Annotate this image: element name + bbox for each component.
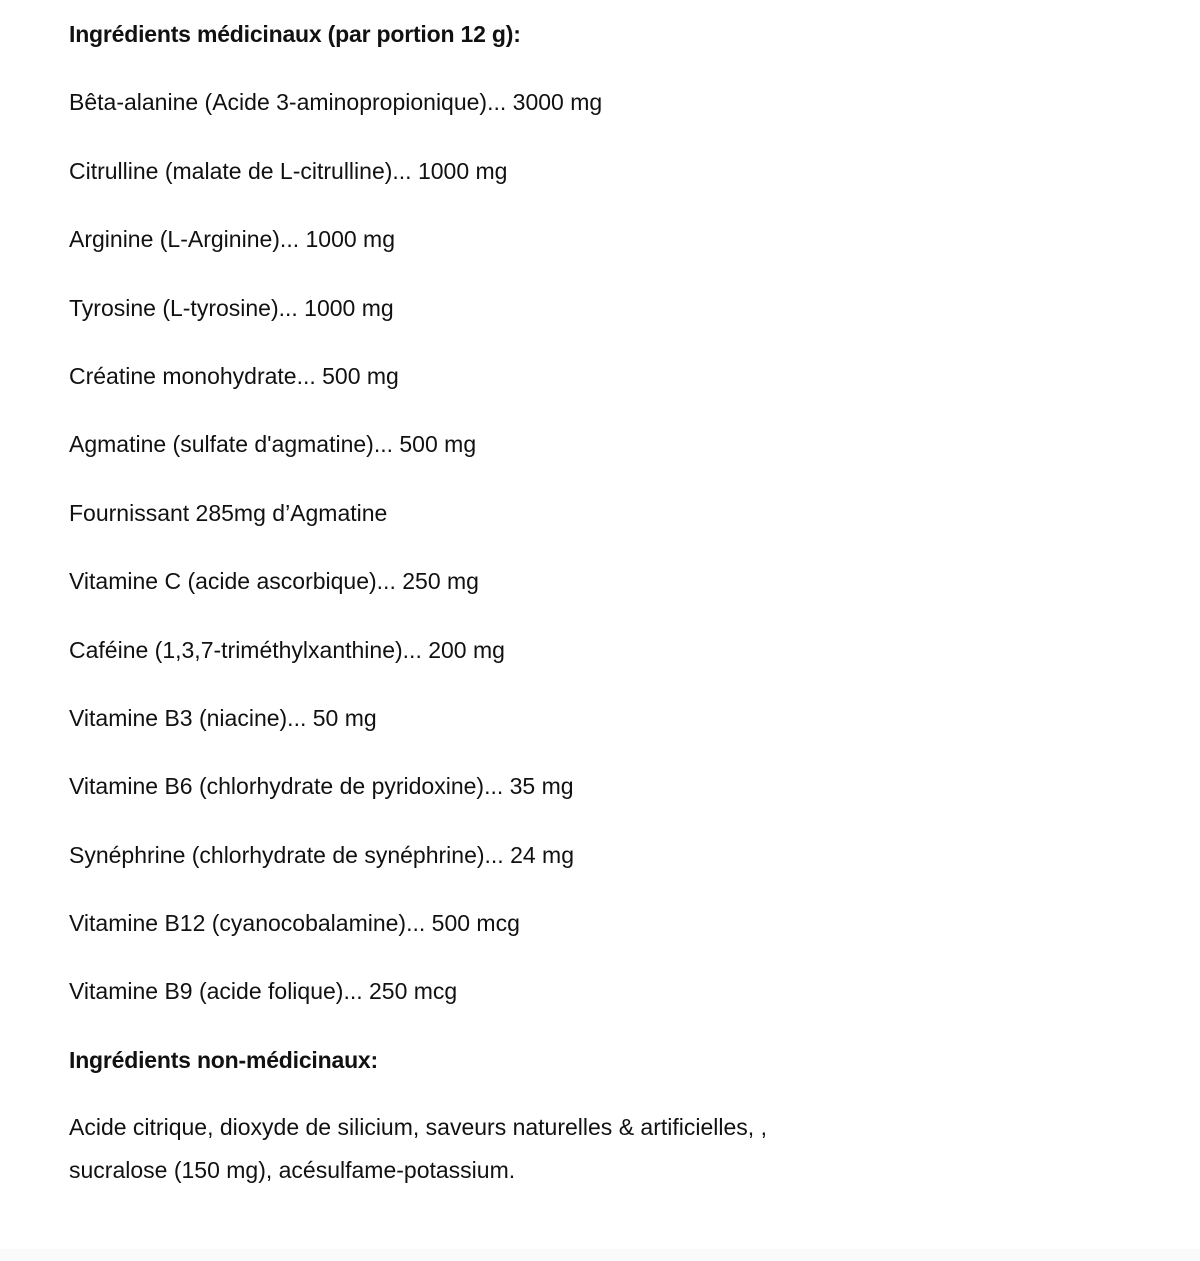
ingredient-item: Créatine monohydrate... 500 mg bbox=[69, 362, 399, 389]
ingredient-item: Bêta-alanine (Acide 3-aminopropionique)... 3000 mg bbox=[69, 89, 603, 116]
ingredient-item: Vitamine B12 (cyanocobalamine)... 500 mcg bbox=[69, 910, 520, 937]
non-medicinal-ingredients-heading: Ingrédients non-médicinaux: bbox=[69, 1046, 378, 1073]
ingredient-item: Arginine (L-Arginine)... 1000 mg bbox=[69, 226, 395, 253]
bottom-divider bbox=[0, 1249, 1200, 1261]
medicinal-ingredients-heading: Ingrédients médicinaux (par portion 12 g): bbox=[69, 21, 521, 47]
medicinal-ingredients-list bbox=[69, 82, 1129, 1011]
ingredient-item: Tyrosine (L-tyrosine)... 1000 mg bbox=[69, 294, 394, 321]
ingredient-item: Agmatine (sulfate d'agmatine)... 500 mg bbox=[69, 431, 477, 458]
ingredient-item: Synéphrine (chlorhydrate de synéphrine)... 24 mg bbox=[69, 841, 575, 868]
ingredient-item: Citrulline (malate de L-citrulline)... 1000 mg bbox=[69, 157, 508, 184]
ingredient-item: Vitamine B3 (niacine)... 50 mg bbox=[69, 704, 377, 731]
ingredient-item: Vitamine B6 (chlorhydrate de pyridoxine)... 35 mg bbox=[69, 773, 574, 800]
ingredient-item: Vitamine C (acide ascorbique)... 250 mg bbox=[69, 568, 479, 595]
ingredient-item: Vitamine B9 (acide folique)... 250 mcg bbox=[69, 978, 458, 1005]
non-medicinal-ingredients-text: Acide citrique, dioxyde de silicium, saveurs naturelles & artificielles, , sucralose (150 mg), acésulfame-potassium. bbox=[69, 1113, 767, 1184]
ingredients-document bbox=[69, 14, 1129, 1216]
ingredient-item: Fournissant 285mg d’Agmatine bbox=[69, 499, 388, 526]
ingredient-item: Caféine (1,3,7-triméthylxanthine)... 200 mg bbox=[69, 636, 505, 663]
